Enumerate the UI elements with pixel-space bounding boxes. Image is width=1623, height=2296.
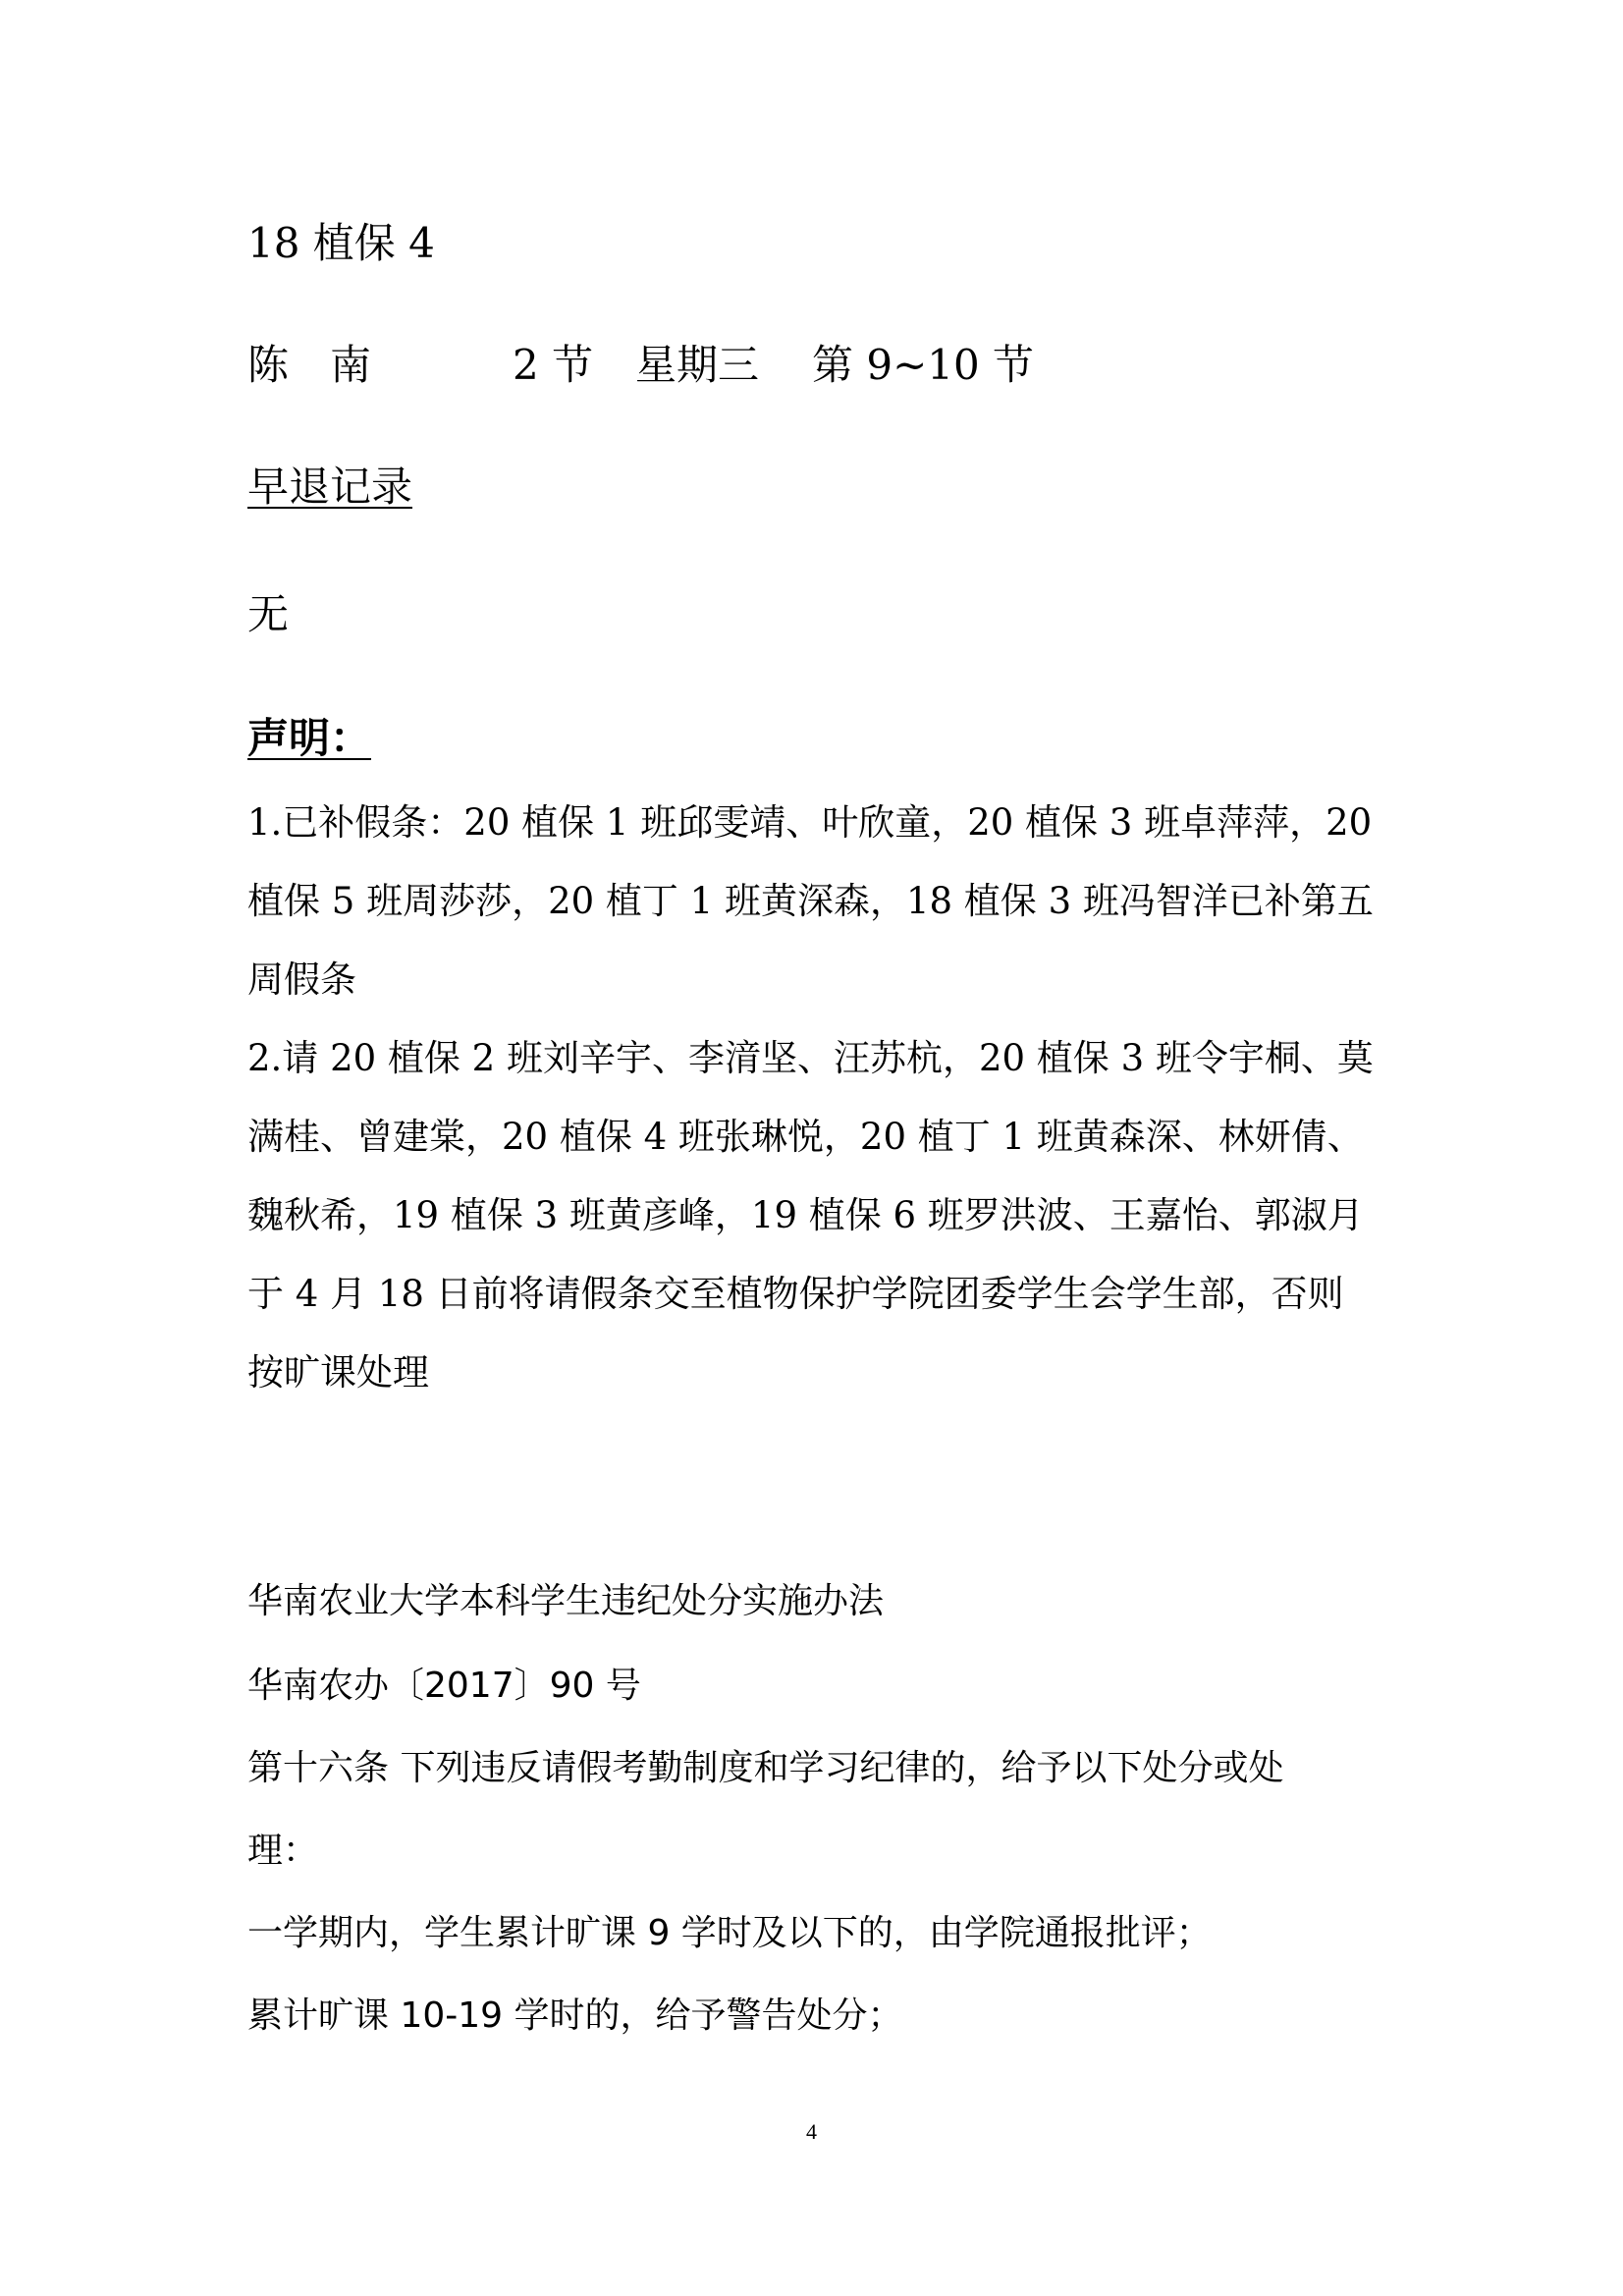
early-leave-value: 无 (247, 590, 290, 638)
regulation-line: 一学期内，学生累计旷课 9 学时及以下的，由学院通报批评； (247, 1913, 1212, 1953)
statement-line: 满桂、曾建棠，20 植保 4 班张琳悦，20 植丁 1 班黄森深、林妍倩、 (247, 1116, 1364, 1158)
statement-line: 于 4 月 18 日前将请假条交至植物保护学院团委学生会学生部，否则 (247, 1273, 1344, 1315)
student-name: 陈 南 (247, 341, 372, 389)
statement-body (247, 800, 1374, 1429)
page-number: 4 (806, 2119, 817, 2144)
statement-line: 按旷课处理 (247, 1351, 429, 1394)
regulation-line: 累计旷课 10-19 学时的，给予警告处分； (247, 1995, 903, 2036)
statement-line: 1.已补假条：20 植保 1 班邱雯靖、叶欣童，20 植保 3 班卓萍萍，20 (247, 801, 1373, 844)
statement-line: 周假条 (247, 958, 356, 1001)
regulation-title: 华南农业大学本科学生违纪处分实施办法 (247, 1581, 885, 1621)
late-record-row (247, 340, 1034, 391)
late-period: 第 9~10 节 (812, 341, 1035, 389)
statement-line: 2.请 20 植保 2 班刘辛宇、李湇坚、汪苏杭，20 植保 3 班令宇桐、莫 (247, 1037, 1374, 1079)
regulation-body (247, 1746, 1283, 2076)
late-weekday: 星期三 (635, 341, 760, 389)
statement-heading: 声明： (247, 714, 372, 762)
statement-line: 植保 5 班周莎莎，20 植丁 1 班黄深森，18 植保 3 班冯智洋已补第五 (247, 880, 1374, 922)
late-count: 2 节 (513, 341, 594, 389)
regulation-line: 理： (247, 1831, 319, 1871)
early-leave-heading: 早退记录 (247, 463, 413, 511)
regulation-doc-number: 华南农办〔2017〕90 号 (247, 1666, 641, 1706)
class-header: 18 植保 4 (247, 219, 435, 267)
regulation-line: 第十六条 下列违反请假考勤制度和学习纪律的，给予以下处分或处 (247, 1748, 1284, 1788)
statement-line: 魏秋希，19 植保 3 班黄彦峰，19 植保 6 班罗洪波、王嘉怡、郭淑月 (247, 1194, 1364, 1236)
